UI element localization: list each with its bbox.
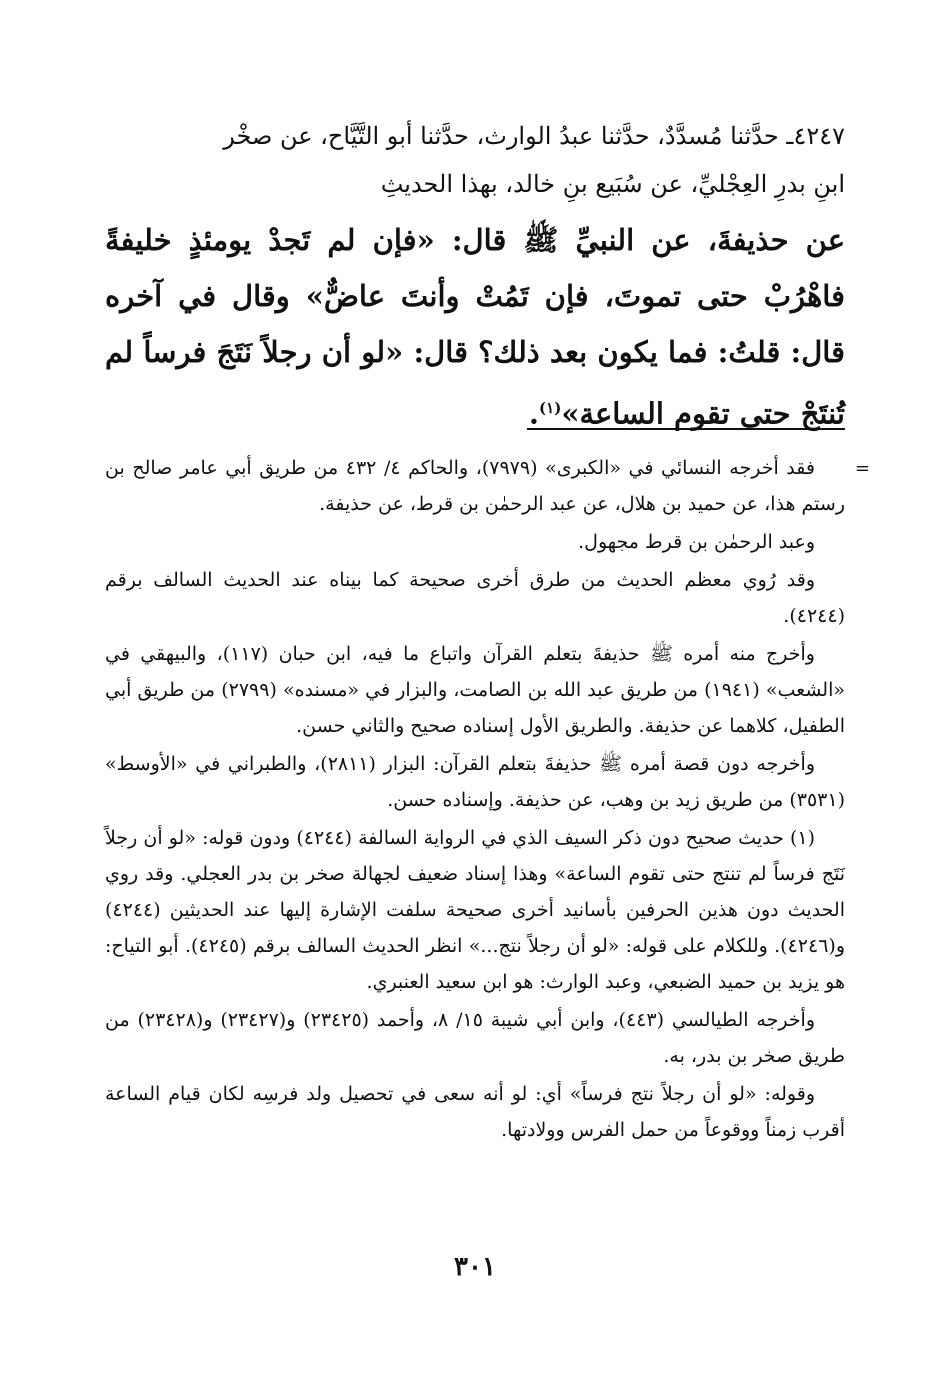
footnote-continuation-mark: =	[854, 458, 870, 479]
matn-end-mark: .	[528, 396, 540, 431]
footnote-reference: (١)	[539, 399, 562, 417]
footnote-separator	[527, 428, 845, 430]
footnote-paragraph: وأخرجه الطيالسي (٤٤٣)، وابن أبي شيبة ١٥/ ٨، وأحمد (٢٣٤٢٥) و(٢٣٤٢٧) و(٢٣٤٢٨) من طريق صخر بن بدر، به.	[105, 1009, 845, 1067]
hadith-isnad	[105, 112, 845, 208]
hadith-block	[105, 112, 845, 442]
footnote-paragraph: فقد أخرجه النسائي في «الكبرى» (٧٩٧٩)، والحاكم ٤/ ٤٣٢ من طريق أبي عامر صالح بن رستم هذا، عن حميد بن هلال، عن عبد الرحمٰن بن قرط، عن حذيفة.	[105, 457, 845, 515]
isnad-line-1: ٤٢٤٧ـ حدَّثنا مُسدَّدٌ، حدَّثنا عبدُ الوارث، حدَّثنا أبو التَّيَّاح، عن صخْر	[223, 122, 845, 150]
footnote-paragraph: وقوله: «لو أن رجلاً نتج فرساً» أي: لو أنه سعى في تحصيل ولد فرسِه لكان قيام الساعة أقرب زمناً ووقوعاً من حمل الفرس وولادتها.	[105, 1083, 845, 1141]
matn-text: عن حذيفةَ، عن النبيِّ ﷺ قال: «فإن لم تَجدْ يومئذٍ خليفةً فاهْرُبْ حتى تموتَ، فإن تَمُتْ وأنتَ عاضٌّ» وقال في آخره قال: قلتُ: فما يكون بعد ذلك؟ قال: «لو أن رجلاً نَتَجَ فرساً لم تُنتَجْ حتى تقوم الساعة»	[105, 223, 845, 431]
footnote-paragraph: وعبد الرحمٰن بن قرط مجهول.	[578, 531, 815, 553]
hadith-matn	[105, 212, 845, 442]
page-number: ٣٠١	[454, 1252, 496, 1282]
footnote-paragraph: وأخرجه دون قصة أمره ﷺ حذيفةَ بتعلم القرآن: البزار (٢٨١١)، والطبراني في «الأوسط» (٣٥٣١) من طريق زيد بن وهب، عن حذيفة. وإسناده حسن.	[105, 753, 845, 811]
footnote-paragraph: وقد رُوي معظم الحديث من طرق أخرى صحيحة كما بيناه عند الحديث السالف برقم (٤٢٤٤).	[105, 569, 845, 627]
footnotes-block	[105, 450, 845, 1150]
footnote-paragraph: (١) حديث صحيح دون ذكر السيف الذي في الرواية السالفة (٤٢٤٤) ودون قوله: «لو أن رجلاً نَتَج فرساً لم تنتج حتى تقوم الساعة» وهذا إسناد ضعيف لجهالة صخر بن بدر العجلي. وقد روي الحديث دون هذين الحرفين بأسانيد أخرى صحيحة سلفت الإشارة إليها عند الحديثين (٤٢٤٤) و(٤٢٤٦). وللكلام على قوله: «لو أن رجلاً نتج...» انظر الحديث السالف برقم (٤٢٤٥). أبو التياح: هو يزيد بن حميد الضبعي، وعبد الوارث: هو ابن سعيد العنبري.	[105, 827, 845, 993]
footnote-paragraph: وأخرج منه أمره ﷺ حذيفةَ بتعلم القرآن واتباع ما فيه، ابن حبان (١١٧)، والبيهقي في «الشعب» (١٩٤١) من طريق عبد الله بن الصامت، والبزار في «مسنده» (٢٧٩٩) من طريق أبي الطفيل، كلاهما عن حذيفة. والطريق الأول إسناده صحيح والثاني حسن.	[105, 643, 845, 737]
isnad-line-2: ابنِ بدرِ العِجْليِّ، عن سُبَيع بنِ خالد، بهذا الحديثِ	[380, 170, 845, 198]
